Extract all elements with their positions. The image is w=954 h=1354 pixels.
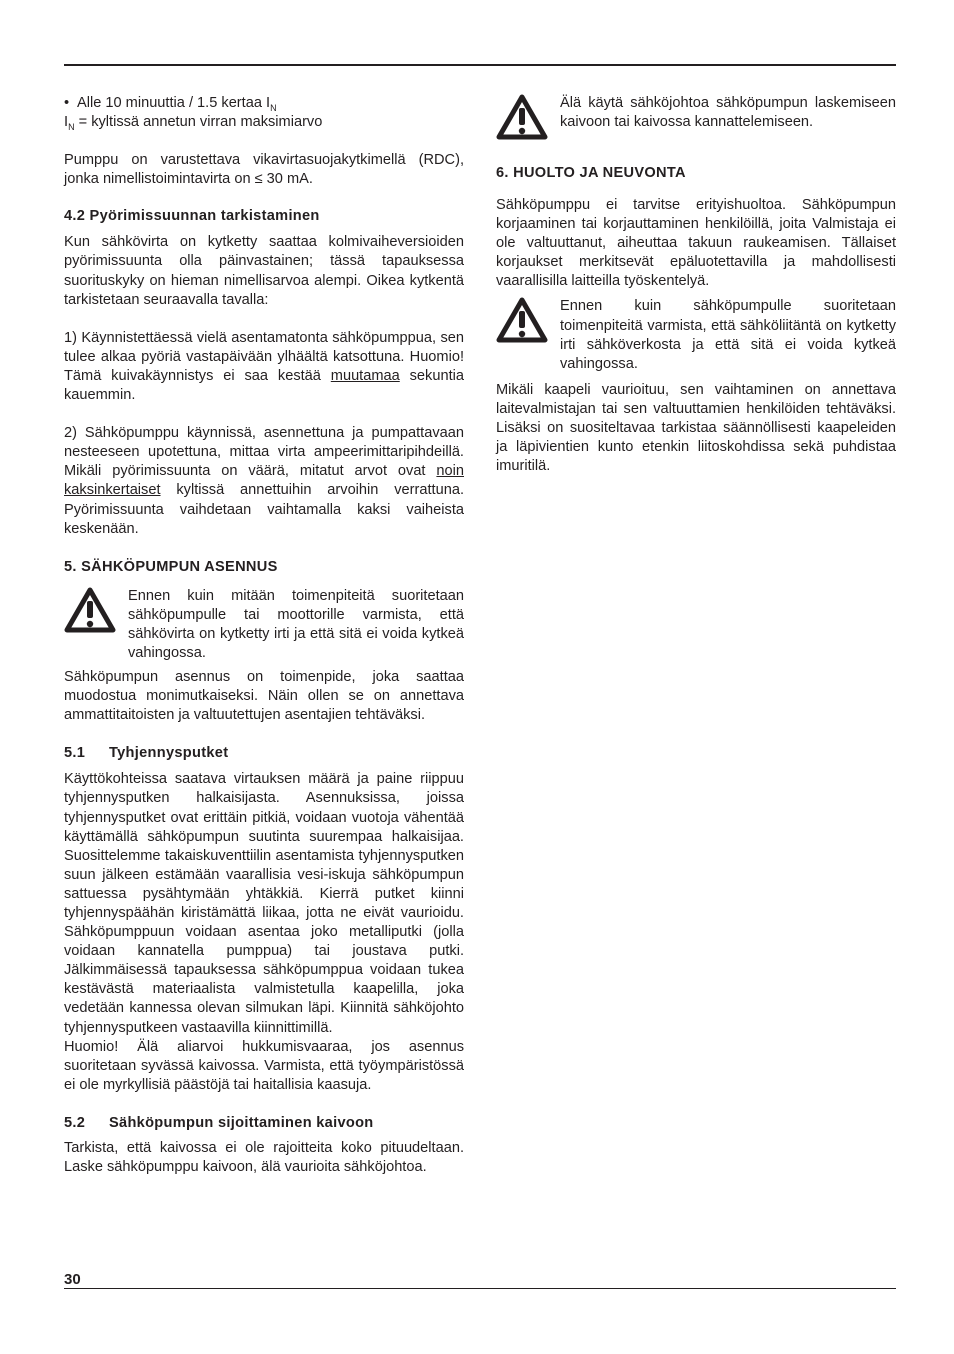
paragraph-6-cable: Mikäli kaapeli vaurioituu, sen vaihtaminen on annettava laitevalmistajan tai sen valtuuttamien henkilöiden tehtäväksi. Lisäksi on suositeltavaa tarkistaa säännöllisesti kaapeleiden ja läpivientien kunto etenkin liitoskohdissa sekä puhdistaa imuritilä. bbox=[496, 381, 896, 475]
warning-icon bbox=[496, 297, 560, 343]
warning-icon bbox=[64, 587, 128, 633]
heading-4-2: 4.2 Pyörimissuunnan tarkistaminen bbox=[64, 208, 320, 225]
step-2-paragraph: 2) Sähköpumppu käynnissä, asennettuna ja pumpattavaan nesteeseen upotettuna, mittaa virta ampeerimittaripihdeillä. Mikäli pyörimissuunta on väärä, mitatut arvot ovat noin kaksinkertaiset kyltissä annettuihin arvoihin verrattuna. Pyörimissuunta vaihdetaan vaihtamalla kaksi vaiheista keskenään. bbox=[64, 425, 464, 537]
footer-rule bbox=[64, 1288, 896, 1289]
left-column bbox=[64, 94, 464, 1177]
paragraph-5-1-note: Huomio! Älä aliarvoi hukkumisvaaraa, jos asennus suoritetaan syvässä kaivossa. Varmista, että työympäristössä ei ole myrkyllisiä päästöjä tai haitallisia kaasuja. bbox=[64, 1038, 464, 1093]
step-1-paragraph: 1) Käynnistettäessä vielä asentamatonta sähköpumppua, sen tulee alkaa pyöriä vastapäivään ylhäältä katsottuna. Huomio! Tämä kuivakäynnistys ei saa kestää muutamaa sekuntia kauemmin. bbox=[64, 329, 464, 404]
warning-block bbox=[496, 297, 896, 373]
underlined-text: noin kaksinkertaiset bbox=[64, 463, 464, 499]
page-number: 30 bbox=[64, 1271, 81, 1288]
bullet-item bbox=[64, 94, 464, 113]
bullet-text: Alle 10 minuuttia / 1.5 kertaa $I_N$ bbox=[77, 95, 277, 113]
rdc-paragraph: Pumppu on varustettava vikavirtasuojakytkimellä (RDC), jonka nimellistoimintavirta on ≤ 30 mA. bbox=[64, 152, 464, 188]
in-definition: $I_N$ = kyltissä annetun virran maksimiarvo bbox=[64, 114, 323, 132]
paragraph-5: Sähköpumpun asennus on toimenpide, joka saattaa muodostua monimutkaiseksi. Näin ollen se on annettava ammattitaitoisten ja valtuutettujen asentajien tehtäväksi. bbox=[64, 669, 464, 724]
heading-6: 6. HUOLTO JA NEUVONTA bbox=[496, 165, 686, 181]
warning-block bbox=[64, 587, 464, 663]
warning-text: Älä käytä sähköjohtoa sähköpumpun laskemiseen kaivoon tai kaivossa kannattelemiseen. bbox=[560, 95, 896, 131]
warning-text: Ennen kuin mitään toimenpiteitä suoritetaan sähköpumpulle tai moottorille varmista, että sähkövirta on kytketty irti ja että sitä ei voida kytkeä vahingossa. bbox=[128, 587, 464, 661]
header-rule bbox=[64, 64, 896, 66]
paragraph-4-2: Kun sähkövirta on kytketty saattaa kolmivaiheversioiden pyörimissuunta olla päinvastainen; tässä tapauksessa suorituskyky on hieman nimellisarvoa alempi. Oikea kytkentä tarkistetaan seuraavalla tavalla: bbox=[64, 234, 464, 308]
warning-icon bbox=[496, 94, 560, 140]
right-column bbox=[496, 94, 896, 476]
paragraph-5-2: Tarkista, että kaivossa ei ole rajoitteita koko pituudeltaan. Laske sähköpumppu kaivoon, älä vaurioita sähköjohtoa. bbox=[64, 1139, 464, 1176]
warning-block bbox=[496, 94, 896, 140]
heading-5-1: 5.1 Tyhjennysputket bbox=[64, 745, 229, 762]
heading-5: 5. SÄHKÖPUMPUN ASENNUS bbox=[64, 558, 278, 575]
paragraph-6: Sähköpumppu ei tarvitse erityishuoltoa. Sähköpumpun korjaaminen tai korjauttaminen henkilöillä, joita Valmistaja ei ole valtuuttanut, aiheuttaa takuun raukeamisen. Tällaiset korjaukset merkitsevät epäluotettavilla ja mahdollisesti vaarallisilla laitteilla työskentelyä. bbox=[496, 197, 896, 290]
underlined-text: muutamaa bbox=[330, 367, 400, 384]
warning-text: Ennen kuin sähköpumpulle suoritetaan toimenpiteitä varmista, että sähköliitäntä on kytketty irti sähköverkosta ja että sitä ei voida kytkeä vahingossa. bbox=[560, 298, 896, 372]
bullet-dot: • bbox=[64, 95, 70, 111]
heading-5-2: 5.2 Sähköpumpun sijoittaminen kaivoon bbox=[64, 1114, 374, 1131]
paragraph-5-1: Käyttökohteissa saatava virtauksen määrä ja paine riippuu tyhjennysputken halkaisijasta. Asennuksissa, joissa tyhjennysputket ovat erittäin pitkiä, voidaan vuotoja vähentää käyttämällä sähköpumpun suutinta suurempaa halkaisijaa. Suosittelemme takaiskuventtiilin asentamista tyhjennysputken suun jälkeen estämään vaarallisia vesi-iskuja sähköpumpun sattuessa pysähtymään yhtäkkiä. Kierrä putket kiinni tyhjennyspäähän kiristämättä liikaa, jotta ne eivät vaurioidu. Sähköpumppuun voidaan asentaa joko metalliputki (jolla voidaan kannatella pumppua) tai joustava putki. Jälkimmäisessä tapauksessa sähköpumppua voidaan tukea kestävästä materiaalista valmistetulla kaapelilla, joka vedetään kannessa olevan silmukan läpi. Kiinnitä sähköjohto tyhjennysputkeen vastaavilla kiinnittimillä. bbox=[64, 771, 464, 1036]
